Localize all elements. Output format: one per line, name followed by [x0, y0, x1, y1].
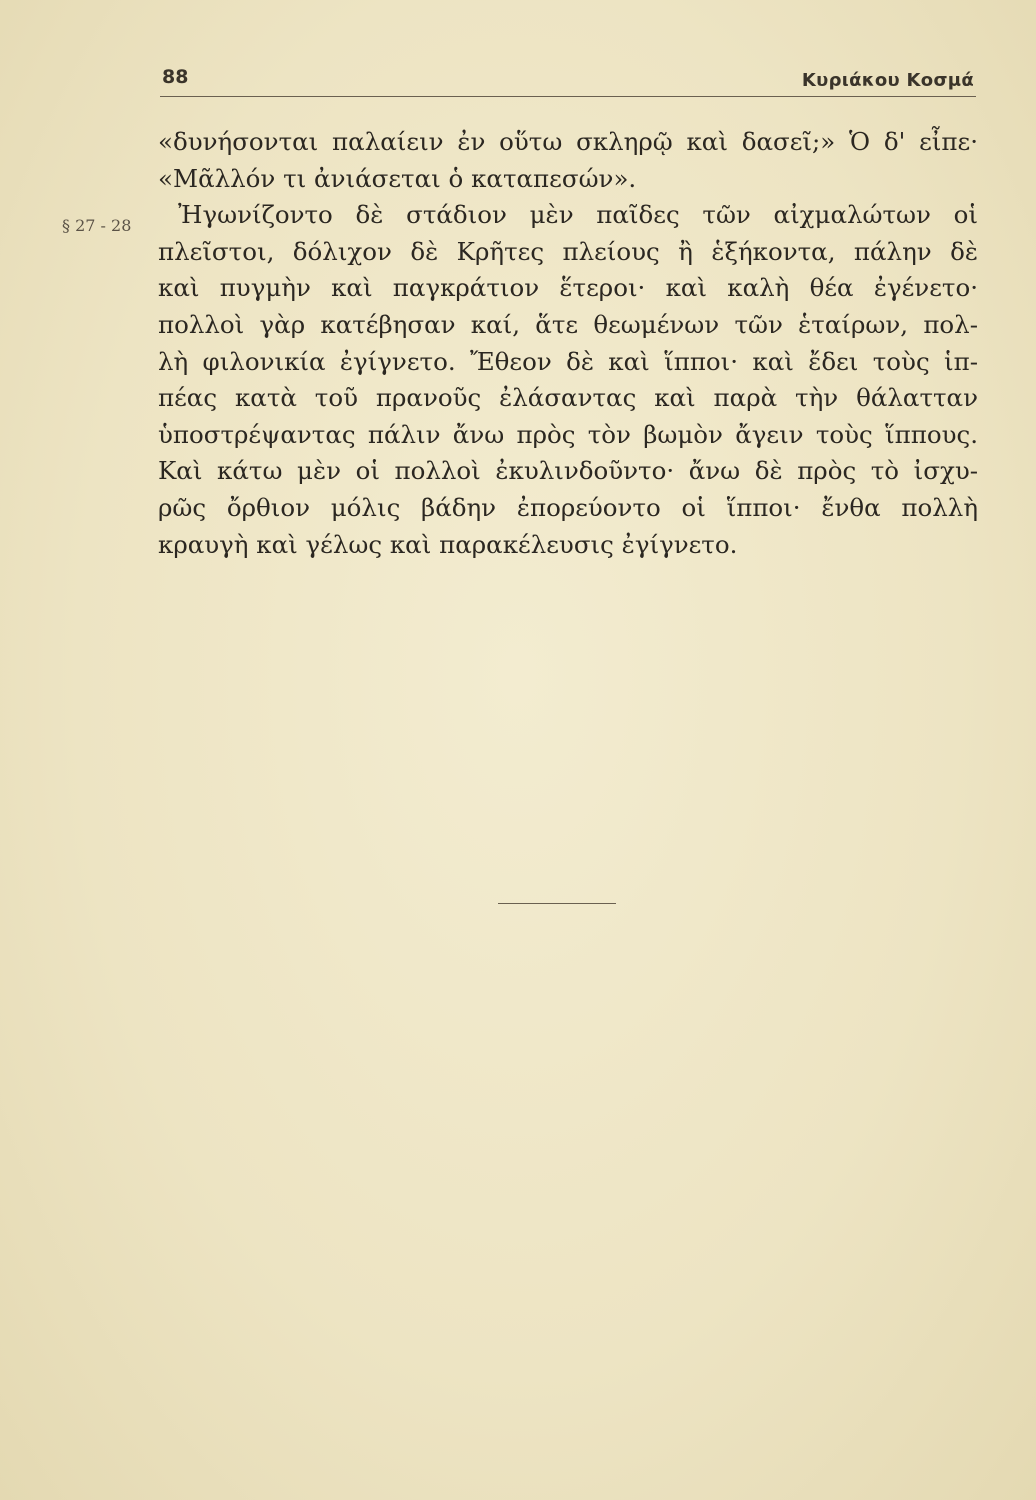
text-line: «Μᾶλλόν τι ἀνιάσεται ὁ καταπεσών».	[158, 163, 637, 193]
section-marker: § 27 - 28	[62, 216, 132, 235]
body-text	[158, 124, 978, 563]
running-head: Κυριάκου Κοσμά	[801, 70, 974, 91]
text-line: ρῶς ὄρθιον μόλις βάδην ἐπορεύοντο οἱ ἵπποι· ἔνθα πολλὴ	[158, 492, 978, 522]
header-rule	[160, 96, 976, 97]
page-number: 88	[162, 66, 189, 88]
text-line: καὶ πυγμὴν καὶ παγκράτιον ἕτεροι· καὶ καλὴ θέα ἐγένετο·	[158, 273, 978, 303]
text-line: πλεῖστοι, δόλιχον δὲ Κρῆτες πλείους ἢ ἑξήκοντα, πάλην δὲ	[158, 236, 978, 266]
text-line: λὴ φιλονικία ἐγίγνετο. Ἔθεον δὲ καὶ ἵπποι· καὶ ἔδει τοὺς ἱπ-	[158, 346, 978, 376]
text-line: Καὶ κάτω μὲν οἱ πολλοὶ ἐκυλινδοῦντο· ἄνω δὲ πρὸς τὸ ἰσχυ-	[158, 456, 978, 486]
text-line: «δυνήσονται παλαίειν ἐν οὕτω σκληρῷ καὶ δασεῖ;» Ὁ δ' εἶπε·	[158, 127, 978, 156]
text-line: πολλοὶ γὰρ κατέβησαν καί, ἅτε θεωμένων τῶν ἑταίρων, πολ-	[158, 309, 978, 339]
text-line: Ἠγωνίζοντο δὲ στάδιον μὲν παῖδες τῶν αἰχμαλώτων οἱ	[178, 200, 978, 230]
closing-rule	[498, 903, 616, 904]
text-line: πέας κατὰ τοῦ πρανοῦς ἐλάσαντας καὶ παρὰ τὴν θάλατταν	[158, 383, 978, 413]
text-line: ὑποστρέψαντας πάλιν ἄνω πρὸς τὸν βωμὸν ἄγειν τοὺς ἵππους.	[158, 419, 978, 449]
text-line: κραυγὴ καὶ γέλως καὶ παρακέλευσις ἐγίγνετο.	[158, 529, 738, 559]
